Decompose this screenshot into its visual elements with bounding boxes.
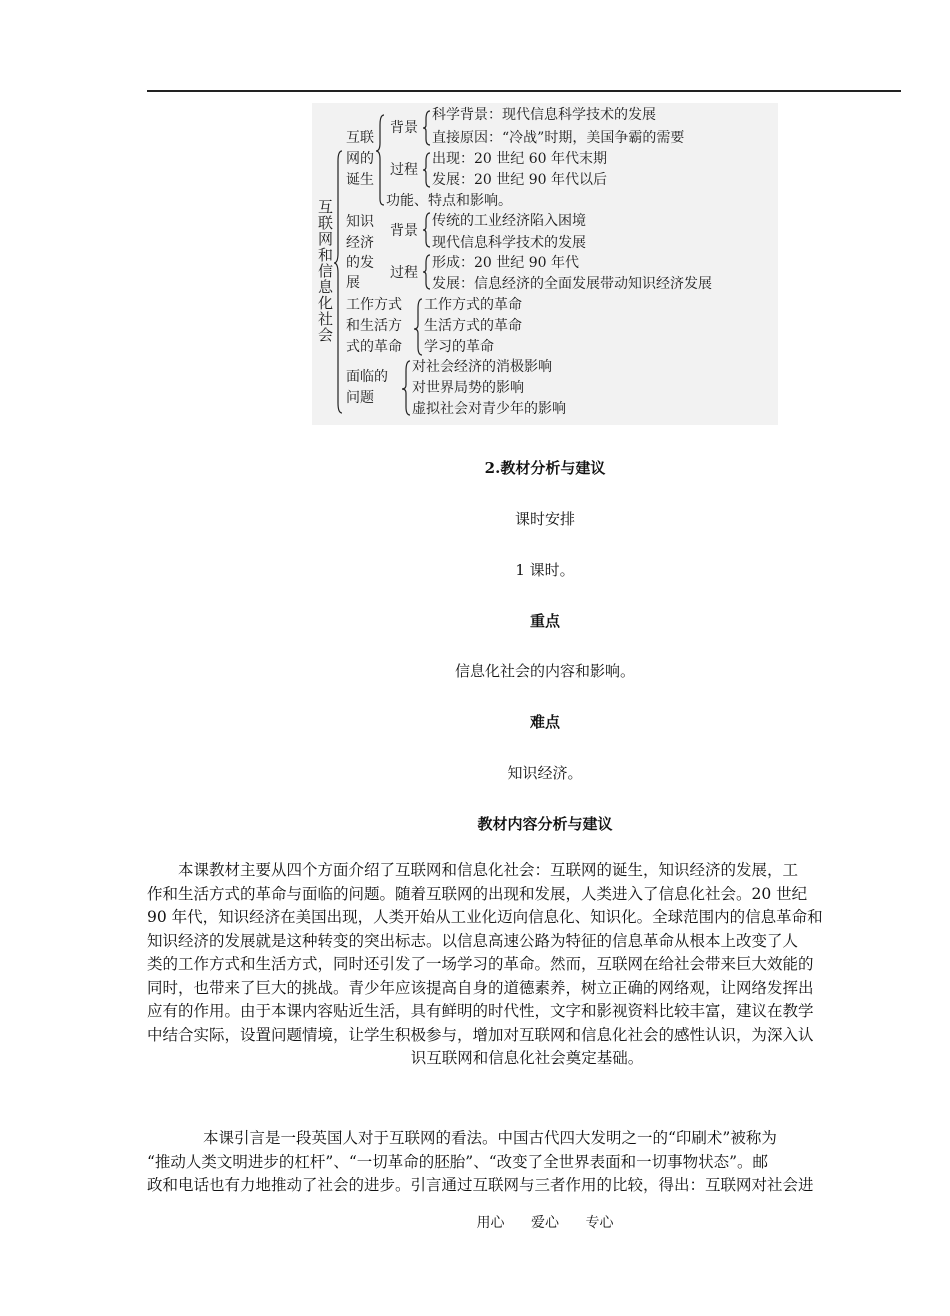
difficult-value: 知识经济。 <box>507 764 583 782</box>
b2-proc-1: 形成：20 世纪 90 年代 <box>432 255 579 271</box>
b3-item-3: 学习的革命 <box>424 339 494 355</box>
key-label: 重点 <box>529 612 560 630</box>
schedule-value: 1 课时。 <box>515 561 575 579</box>
b2-proc-label: 过程 <box>390 265 418 281</box>
p1-line: 中结合实际，设置问题情境，让学生积极参与，增加对互联网和信息化社会的感性认识，为深入认 <box>147 1025 814 1044</box>
b4-label-2: 问题 <box>346 390 374 406</box>
b3-label-2: 和生活方 <box>346 318 402 334</box>
b2-proc-2: 发展：信息经济的全面发展带动知识经济发展 <box>432 276 712 292</box>
b2-label-2: 经济 <box>346 235 374 251</box>
p2-line: 政和电话也有力地推动了社会的进步。引言通过互联网与三者作用的比较，得出：互联网对社会进 <box>147 1176 814 1194</box>
b1-label-3: 诞生 <box>346 172 374 188</box>
schedule-label: 课时安排 <box>514 510 575 528</box>
b1-bg-1: 科学背景：现代信息科学技术的发展 <box>432 107 656 123</box>
p2-line: 本课引言是一段英国人对于互联网的看法。中国古代四大发明之一的“印刷术”被称为 <box>203 1129 777 1147</box>
p1-line: 本课教材主要从四个方面介绍了互联网和信息化社会：互联网的诞生，知识经济的发展，工 <box>178 861 799 879</box>
b3-item-1: 工作方式的革命 <box>424 297 522 313</box>
b1-proc-label: 过程 <box>390 162 418 178</box>
root-label: 互联网和信息化社会 <box>316 199 334 343</box>
b1-bg-2: 直接原因：“冷战”时期，美国争霸的需要 <box>432 130 685 146</box>
b4-label-1: 面临的 <box>346 369 388 385</box>
section-heading: 2.教材分析与建议 <box>484 459 606 477</box>
b2-label-4: 展 <box>346 275 360 291</box>
b2-label-1: 知识 <box>346 214 374 230</box>
b1-proc-1: 出现：20 世纪 60 年代末期 <box>432 151 607 167</box>
p2-line: “推动人类文明进步的杠杆”、“一切革命的胚胎”、“改变了全世界表面和一切事物状态”。邮 <box>147 1152 769 1171</box>
b1-label-2: 网的 <box>346 151 374 167</box>
p1-line: 作和生活方式的革命与面临的问题。随着互联网的出现和发展，人类进入了信息化社会。20 世纪 <box>147 884 808 903</box>
b1-func: 功能、特点和影响。 <box>386 193 512 209</box>
p1-line: 应有的作用。由于本课内容贴近生活，具有鲜明的时代性，文字和影视资料比较丰富，建议在教学 <box>147 1002 814 1020</box>
b1-label-1: 互联 <box>346 130 374 146</box>
p1-line: 知识经济的发展就是这种转变的突出标志。以信息高速公路为特征的信息革命从根本上改变了人 <box>147 931 799 950</box>
paragraph-1 <box>147 859 907 1071</box>
header-rule <box>147 90 901 92</box>
paragraph-2 <box>147 1127 907 1198</box>
outline-figure <box>312 103 778 425</box>
b4-item-3: 虚拟社会对青少年的影响 <box>412 401 566 417</box>
key-value: 信息化社会的内容和影响。 <box>454 662 635 680</box>
p1-line: 同时，也带来了巨大的挑战。青少年应该提高自身的道德素养，树立正确的网络观，让网络发挥出 <box>147 978 814 997</box>
b2-bg-2: 现代信息科学技术的发展 <box>432 235 586 251</box>
page-footer: 用心 爱心 专心 <box>476 1215 614 1231</box>
b2-bg-label: 背景 <box>390 223 418 239</box>
b1-proc-2: 发展：20 世纪 90 年代以后 <box>432 172 607 188</box>
b4-item-1: 对社会经济的消极影响 <box>412 359 552 375</box>
b3-item-2: 生活方式的革命 <box>424 318 522 334</box>
b4-item-2: 对世界局势的影响 <box>412 380 524 396</box>
p1-line: 识互联网和信息化社会奠定基础。 <box>410 1049 644 1067</box>
b3-label-3: 式的革命 <box>346 339 402 355</box>
p1-line: 类的工作方式和生活方式，同时还引发了一场学习的革命。然而，互联网在给社会带来巨大效能的 <box>147 955 814 973</box>
content-heading: 教材内容分析与建议 <box>477 815 613 833</box>
p1-line: 90 年代，知识经济在美国出现，人类开始从工业化迈向信息化、知识化。全球范围内的信息革命和 <box>147 908 823 926</box>
b3-label-1: 工作方式 <box>346 297 402 313</box>
b1-bg-label: 背景 <box>390 120 418 136</box>
b2-bg-1: 传统的工业经济陷入困境 <box>432 213 586 229</box>
b2-label-3: 的发 <box>346 255 374 271</box>
difficult-label: 难点 <box>529 713 560 731</box>
